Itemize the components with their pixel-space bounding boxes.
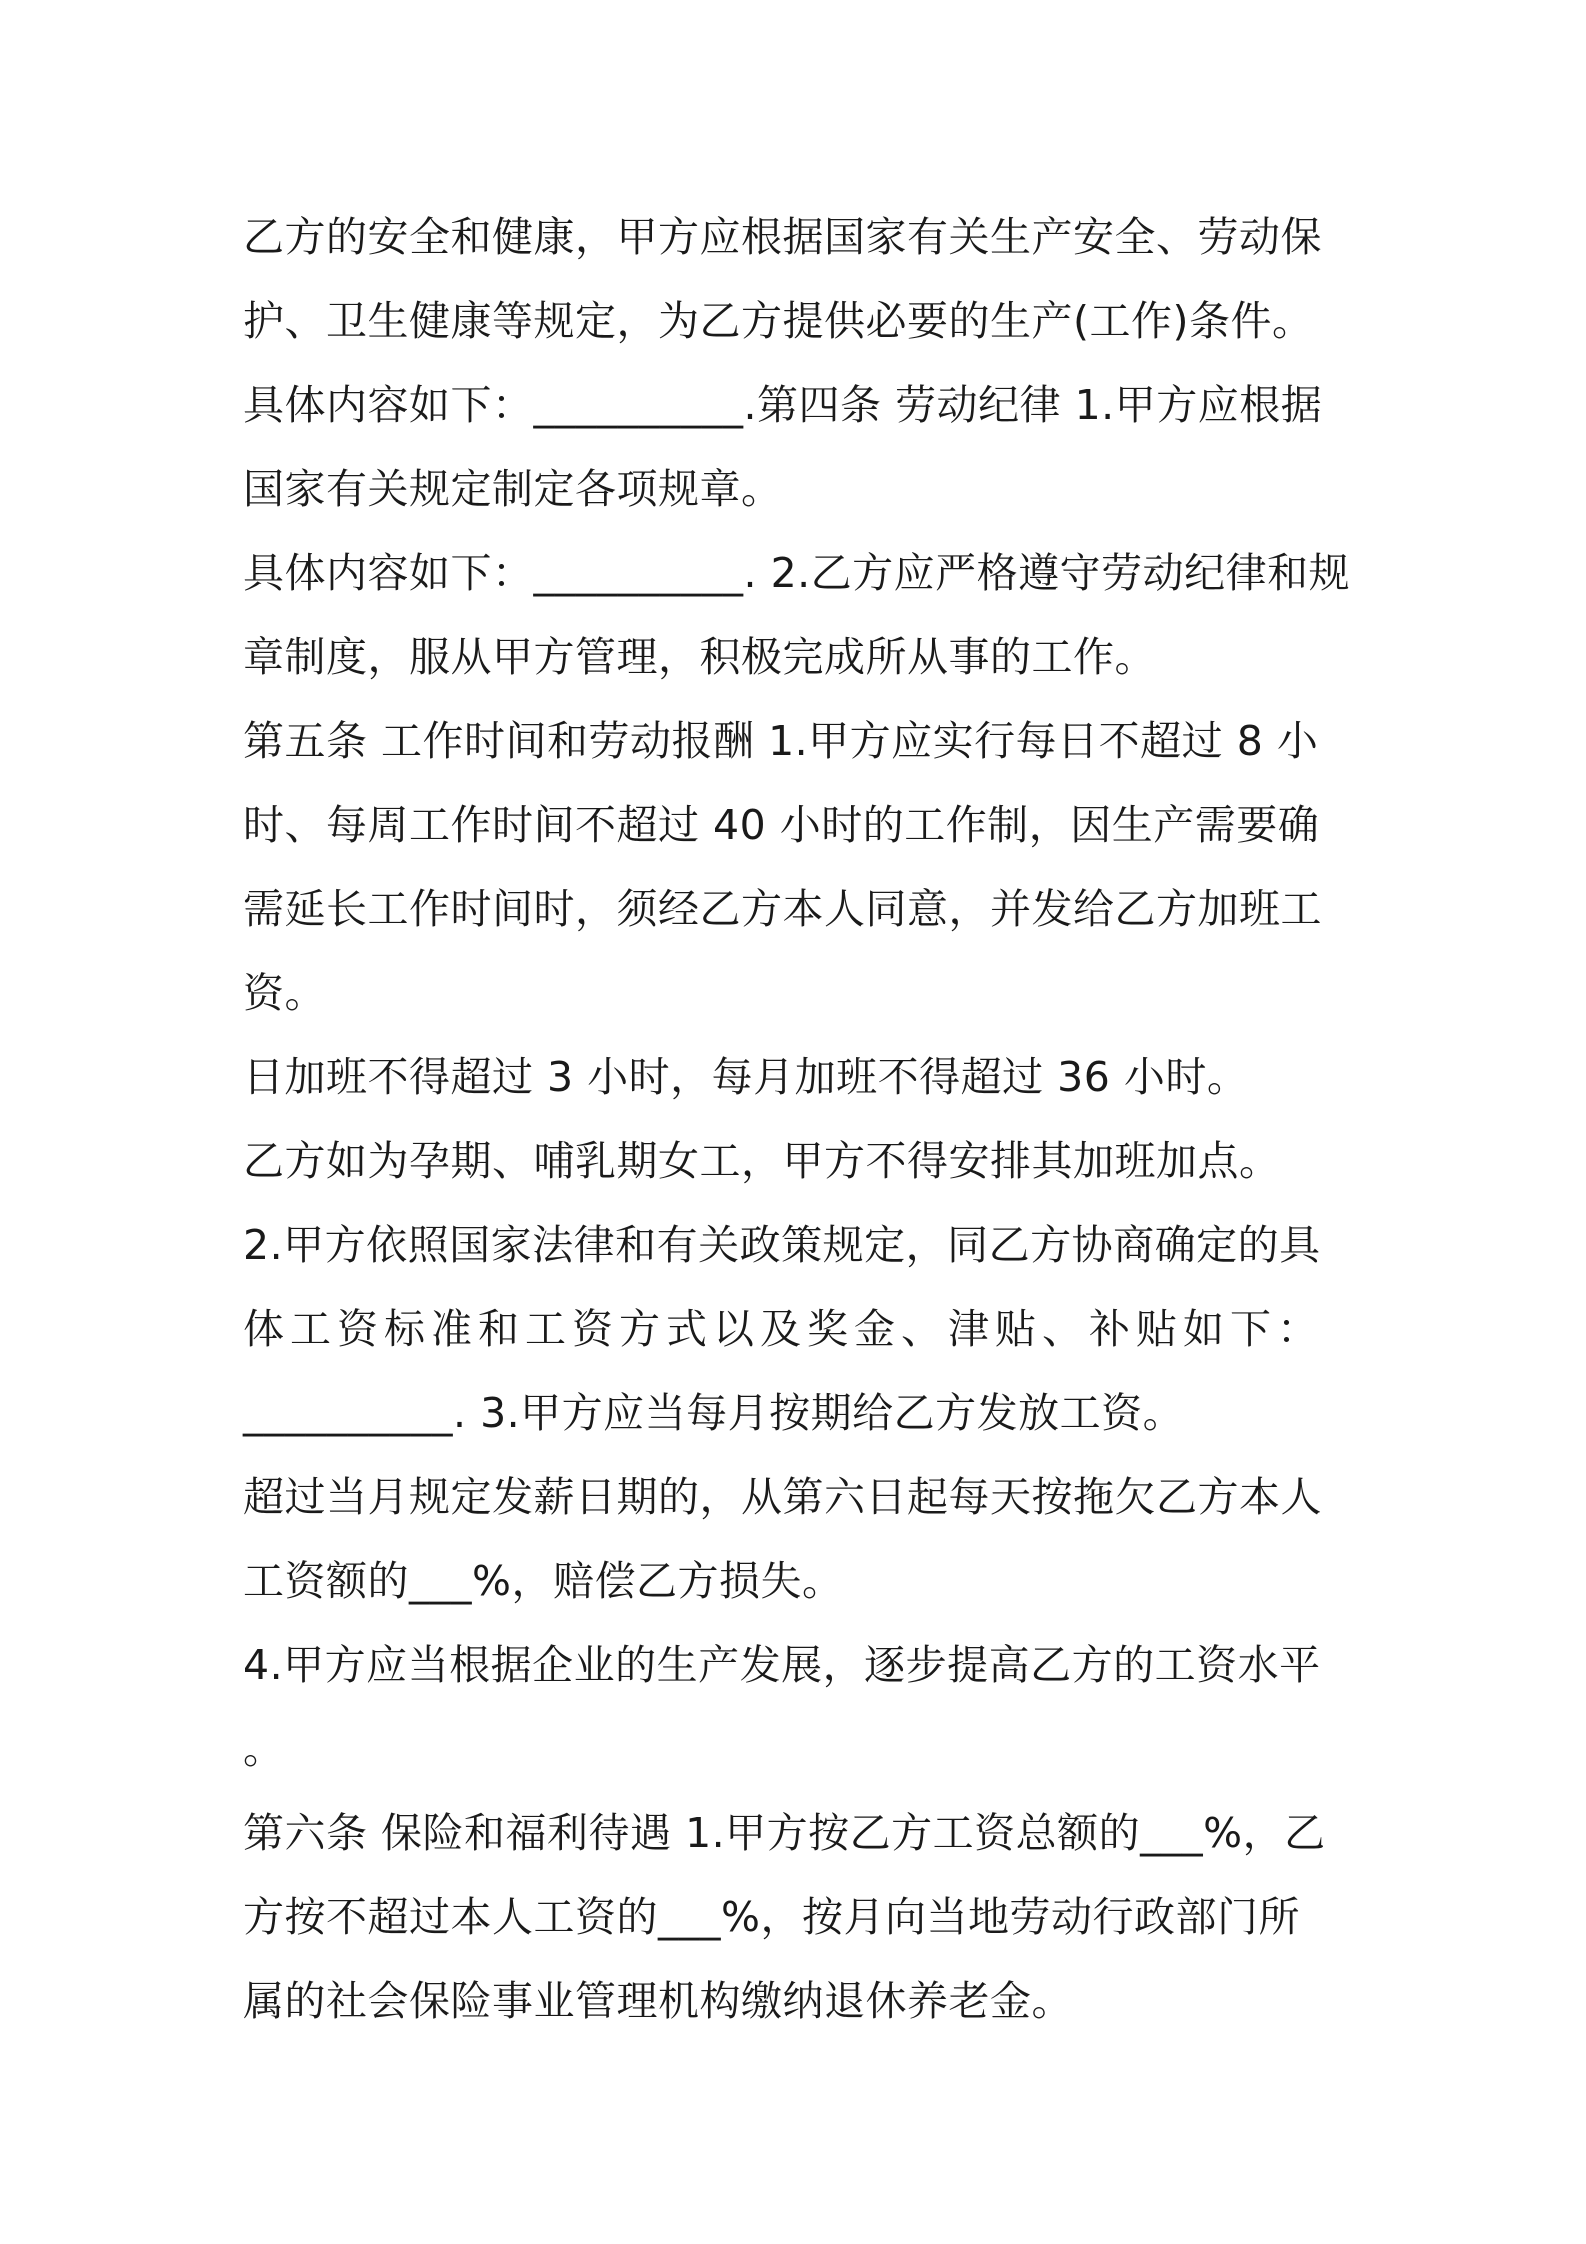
text-line: __________. 3.甲方应当每月按期给乙方发放工资。 [243,1389,1185,1437]
text-line: 乙方如为孕期、哺乳期女工，甲方不得安排其加班加点。 [243,1137,1281,1185]
text-line: 2.甲方依照国家法律和有关政策规定，同乙方协商确定的具 [243,1221,1321,1269]
text-line: 第六条 保险和福利待遇 1.甲方按乙方工资总额的___%，乙 [243,1809,1326,1857]
text-line: 具体内容如下：__________.第四条 劳动纪律 1.甲方应根据 [243,381,1323,429]
text-line: 超过当月规定发薪日期的，从第六日起每天按拖欠乙方本人 [243,1473,1322,1521]
text-line: 第五条 工作时间和劳动报酬 1.甲方应实行每日不超过 8 小 [243,717,1319,765]
text-line: 具体内容如下：__________. 2.乙方应严格遵守劳动纪律和规 [243,549,1351,597]
text-line: 需延长工作时间时，须经乙方本人同意，并发给乙方加班工 [243,885,1322,933]
text-line: 乙方的安全和健康，甲方应根据国家有关生产安全、劳动保 [243,213,1322,261]
text-line: 日加班不得超过 3 小时，每月加班不得超过 36 小时。 [243,1053,1249,1101]
text-line: 资。 [243,969,326,1017]
text-line: 时、每周工作时间不超过 40 小时的工作制，因生产需要确 [243,801,1320,849]
text-line: 体工资标准和工资方式以及奖金、津贴、补贴如下： [243,1305,1324,1353]
text-line: 属的社会保险事业管理机构缴纳退休养老金。 [243,1977,1073,2025]
text-line: 护、卫生健康等规定，为乙方提供必要的生产(工作)条件。 [243,297,1314,345]
text-line: 章制度，服从甲方管理，积极完成所从事的工作。 [243,633,1156,681]
text-line: 国家有关规定制定各项规章。 [243,465,783,513]
document-body [243,195,1363,2043]
text-line: 4.甲方应当根据企业的生产发展，逐步提高乙方的工资水平 [243,1641,1321,1689]
text-line: 。 [243,1725,285,1773]
text-line: 方按不超过本人工资的___%，按月向当地劳动行政部门所 [243,1893,1300,1941]
text-line: 工资额的___%，赔偿乙方损失。 [243,1557,844,1605]
